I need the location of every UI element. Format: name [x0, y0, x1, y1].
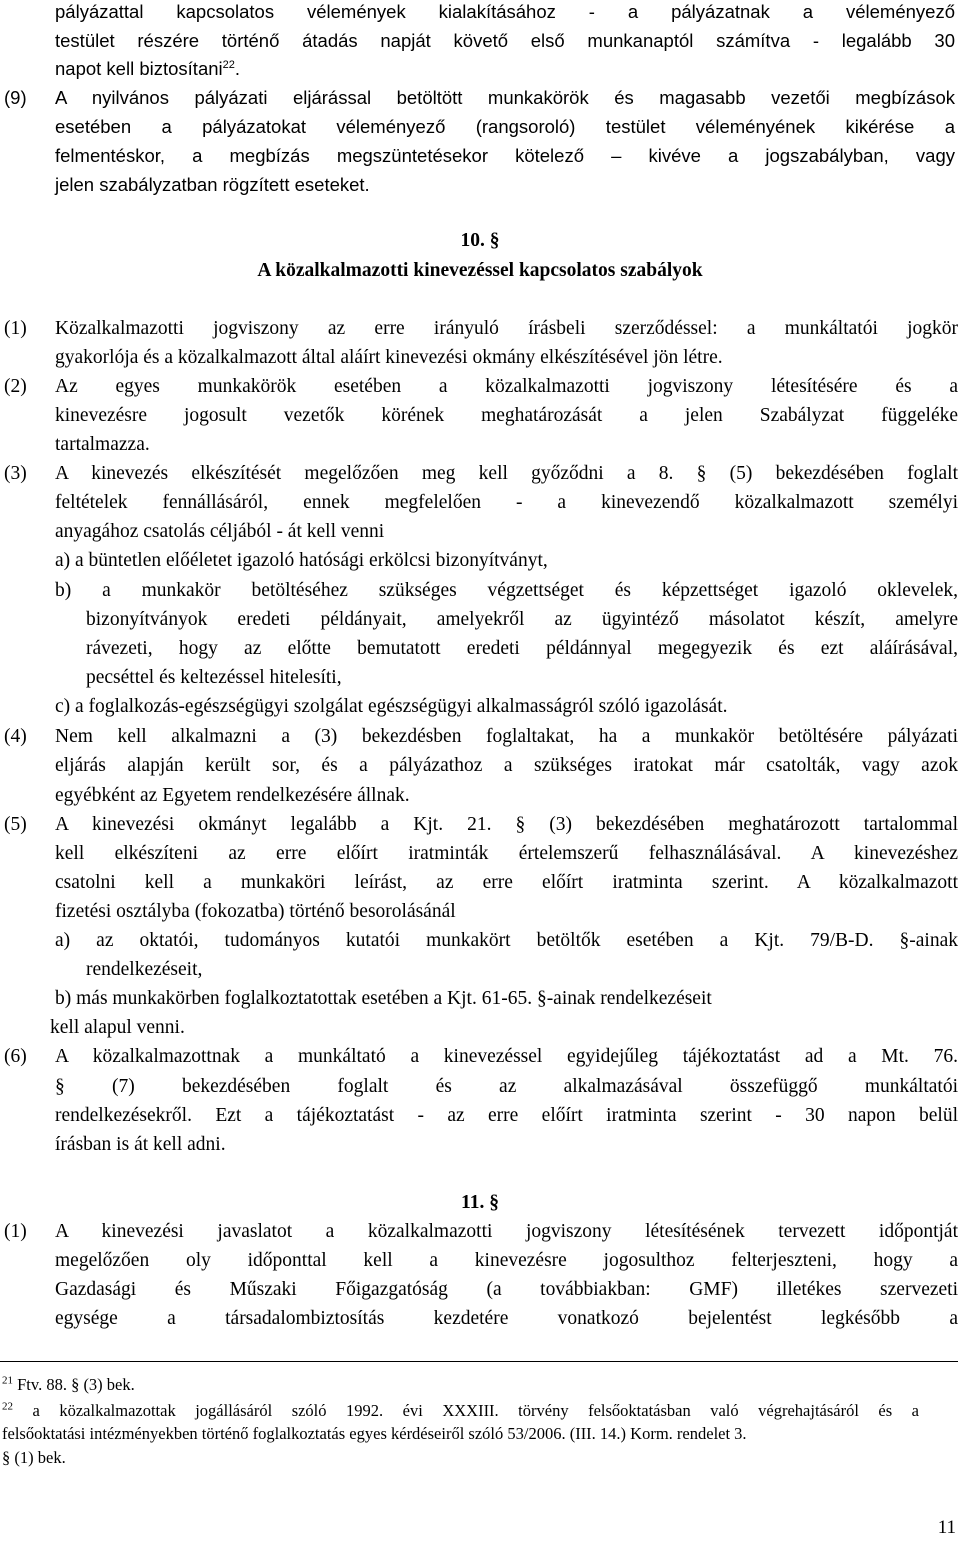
paragraph-line: Az egyes munkakörök esetében a közalkalmazotti jogviszony létesítésére és a	[55, 376, 958, 397]
paragraph-line: Nem kell alkalmazni a (3) bekezdésben foglaltakat, ha a munkakör betöltésére pályázati	[55, 726, 958, 747]
paragraph-line: A kinevezési okmányt legalább a Kjt. 21. § (3) bekezdésében meghatározott tartalommal	[55, 814, 958, 835]
paragraph-line: A közalkalmazottnak a munkáltató a kinevezéssel egyidejűleg tájékoztatást ad a Mt. 76.	[55, 1046, 958, 1067]
paragraph-line: felmentéskor, a megbízás megszüntetésekor kötelező – kivéve a jogszabályban, vagy	[55, 145, 955, 166]
paragraph-line: fizetési osztályba (fokozatba) történő besorolásánál	[55, 901, 456, 922]
intro-line: pályázattal kapcsolatos vélemények kialakításához - a pályázatnak a véleményező	[55, 1, 955, 22]
paragraph-line: egysége a társadalombiztosítás kezdetére vonatkozó bejelentést legkésőbb a	[55, 1308, 958, 1329]
list-item: a) a büntetlen előéletet igazoló hatósági erkölcsi bizonyítványt,	[55, 550, 548, 571]
paragraph-line: eljárás alapján került sor, és a pályázathoz a szükséges iratokat már csatolták, vagy azok	[55, 755, 958, 776]
paragraph-number: (1)	[4, 1221, 27, 1242]
paragraph-line: A kinevezési javaslatot a közalkalmazotti jogviszony létesítésének tervezett időpontját	[55, 1221, 958, 1242]
paragraph-line: csatolni kell a munkaköri leírást, az erre előírt iratminta szerint. A közalkalmazott	[55, 872, 958, 893]
paragraph-number: (5)	[4, 814, 27, 835]
paragraph-line: rendelkezésekről. Ezt a tájékoztatást - az erre előírt iratminta szerint - 30 napon belül	[55, 1105, 958, 1126]
paragraph-line: A nyilvános pályázati eljárással betöltött munkakörök és magasabb vezetői megbízások	[55, 87, 955, 108]
footnote: $^{21}$ Ftv. 88. § (3) bek.	[2, 1374, 135, 1394]
paragraph-number: (4)	[4, 726, 27, 747]
paragraph-line: megelőzően oly időponttal kell a kinevezésre jogosulthoz felterjeszteni, hogy a	[55, 1250, 958, 1271]
list-item: a) az oktatói, tudományos kutatói munkakört betöltők esetében a Kjt. 79/B-D. §-ainak	[55, 930, 958, 951]
paragraph-number: (9)	[4, 87, 27, 108]
paragraph-line: kinevezésre jogosult vezetők körének meghatározását a jelen Szabályzat függeléke	[55, 405, 958, 426]
section-number: 10. §	[460, 230, 500, 251]
paragraph-line: § (7) bekezdésében foglalt és az alkalmazásával összefüggő munkáltatói	[55, 1076, 958, 1097]
list-item: b) a munkakör betöltéséhez szükséges végzettséget és képzettséget igazoló oklevelek,	[55, 580, 958, 601]
page-number: 11	[937, 1517, 956, 1538]
footnote-number: 22	[2, 1400, 13, 1413]
paragraph-number: (2)	[4, 376, 27, 397]
paragraph-line: jelen szabályzatban rögzített eseteket.	[55, 174, 370, 195]
paragraph-line: kell alapul venni.	[50, 1017, 185, 1038]
paragraph-line: anyagához csatolás céljából - át kell venni	[55, 521, 385, 542]
paragraph-number: (3)	[4, 463, 27, 484]
paragraph-line: Gazdasági és Műszaki Főigazgatóság (a továbbiakban: GMF) illetékes szervezeti	[55, 1279, 958, 1300]
footnote-separator	[0, 1361, 958, 1362]
list-item-continued: bizonyítványok eredeti példányait, amelyekről az ügyintéző másolatot készít, amelyre	[86, 609, 958, 630]
list-item: c) a foglalkozás-egészségügyi szolgálat egészségügyi alkalmasságról szóló igazolását.	[55, 696, 728, 717]
paragraph-number: (1)	[4, 318, 27, 339]
footnote-number: 21	[2, 1374, 13, 1387]
paragraph-line: egyébként az Egyetem rendelkezésére állnak.	[55, 785, 410, 806]
footnote: $^{22}$ a közalkalmazottak jogállásáról szóló 1992. évi XXXIII. törvény felsőoktatásban való végrehajtásáról és a	[2, 1400, 920, 1420]
section-title: A közalkalmazotti kinevezéssel kapcsolatos szabályok	[257, 260, 703, 281]
paragraph-number: (6)	[4, 1046, 27, 1067]
paragraph-line: gyakorlója és a közalkalmazott által aláírt kinevezési okmány elkészítésével jön létre.	[55, 347, 723, 368]
footnote-ref[interactable]: 22	[222, 58, 235, 71]
paragraph-line: írásban is át kell adni.	[55, 1134, 226, 1155]
paragraph-line: tartalmazza.	[55, 434, 150, 455]
paragraph-line: esetében a pályázatokat véleményező (rangsoroló) testület véleményének kikérése a	[55, 116, 955, 137]
paragraph-line: kell elkészíteni az erre előírt iratminták értelemszerű felhasználásával. A kinevezéshez	[55, 843, 958, 864]
footnote-continued: felsőoktatási intézményekben történő foglalkoztatás egyes kérdéseiről szóló 53/2006. (III. 14.) Korm. rendelet 3.	[2, 1424, 747, 1443]
list-item: b) más munkakörben foglalkoztatottak esetében a Kjt. 61-65. §-ainak rendelkezéseit	[55, 988, 712, 1009]
list-item-continued: pecséttel és keltezéssel hitelesíti,	[86, 667, 342, 688]
intro-line: testület részére történő átadás napját követő első munkanaptól számítva - legalább 30	[55, 30, 955, 51]
list-item-continued: rendelkezéseit,	[86, 959, 203, 980]
paragraph-line: Közalkalmazotti jogviszony az erre irányuló írásbeli szerződéssel: a munkáltatói jogkör	[55, 318, 958, 339]
paragraph-line: A kinevezés elkészítését megelőzően meg kell győződni a 8. § (5) bekezdésében foglalt	[55, 463, 958, 484]
list-item-continued: rávezeti, hogy az előtte bemutatott eredeti példánnyal megegyezik és ezt aláírásával,	[86, 638, 958, 659]
section-number: 11. §	[461, 1192, 499, 1213]
paragraph-line: feltételek fennállásáról, ennek megfelelően - a kinevezendő közalkalmazott személyi	[55, 492, 958, 513]
intro-line-last: napot kell biztosítani$^{22}$.	[55, 58, 241, 79]
footnote-continued: § (1) bek.	[2, 1448, 66, 1467]
